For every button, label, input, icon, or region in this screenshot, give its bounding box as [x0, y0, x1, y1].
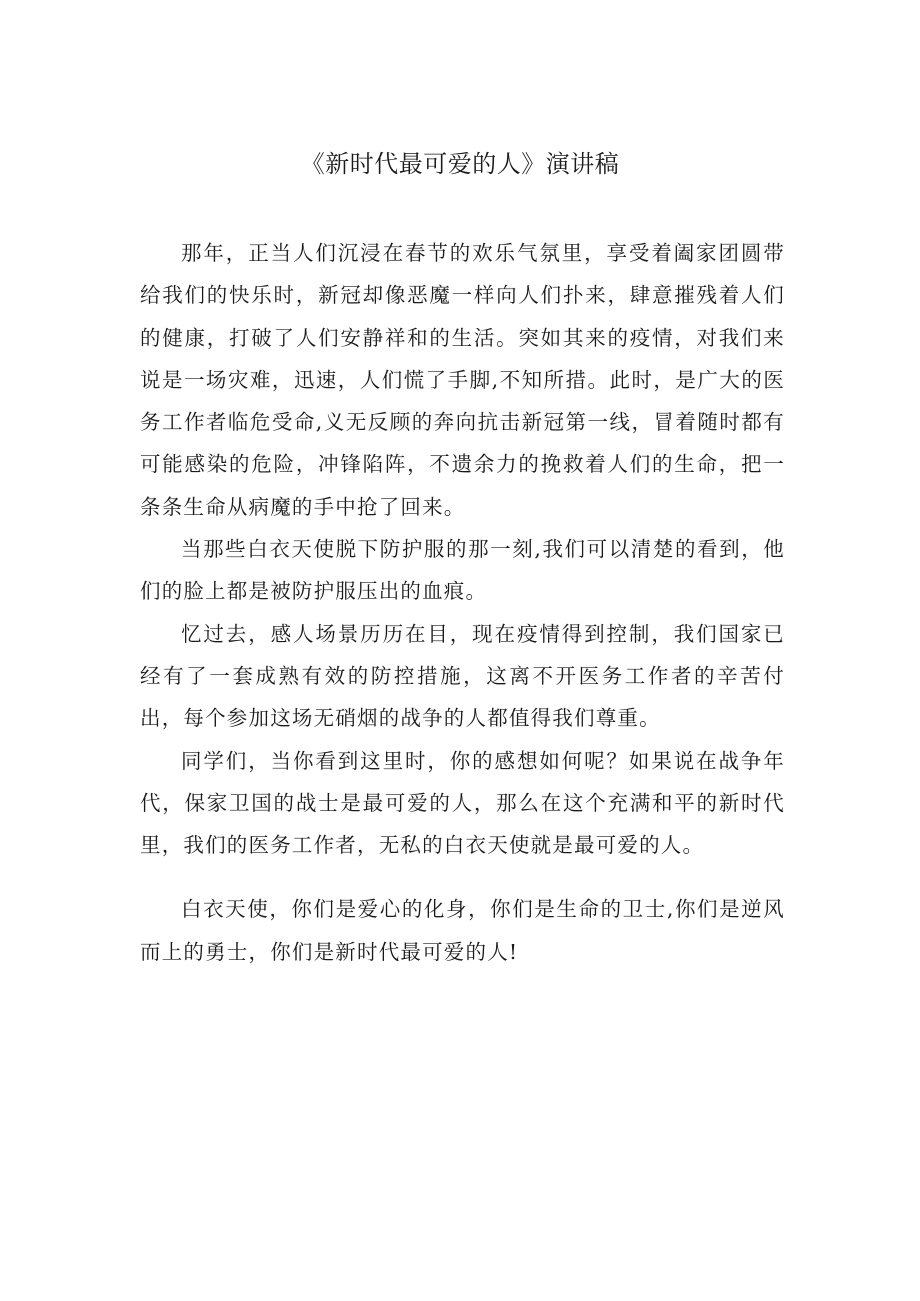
paragraph-2: 当那些白衣天使脱下防护服的那一刻,我们可以清楚的看到，他们的脸上都是被防护服压出的血痕。: [140, 537, 785, 604]
document-body: [140, 232, 785, 973]
paragraph-4: 同学们，当你看到这里时，你的感想如何呢？如果说在战争年代，保家卫国的战士是最可爱的人，那么在这个充满和平的新时代里，我们的医务工作者，无私的白衣天使就是最可爱的人。: [140, 748, 785, 858]
paragraph-5: 白衣天使，你们是爱心的化身，你们是生命的卫士,你们是逆风而上的勇士，你们是新时代最可爱的人!: [140, 897, 785, 964]
paragraph-3: 忆过去，感人场景历历在目，现在疫情得到控制，我们国家已经有了一套成熟有效的防控措施，这离不开医务工作者的辛苦付出，每个参加这场无硝烟的战争的人都值得我们尊重。: [140, 621, 785, 731]
document-title: 《新时代最可爱的人》演讲稿: [300, 150, 620, 178]
paragraph-1: 那年，正当人们沉浸在春节的欢乐气氛里，享受着阖家团圆带给我们的快乐时，新冠却像恶魔一样向人们扑来，肆意摧残着人们的健康，打破了人们安静祥和的生活。突如其来的疫情，对我们来说是一场灾难，迅速，人们慌了手脚,不知所措。此时，是广大的医务工作者临危受命,义无反顾的奔向抗击新冠第一线，冒着随时都有可能感染的危险，冲锋陷阵，不遗余力的挽救着人们的生命，把一条条生命从病魔的手中抢了回来。: [140, 241, 785, 519]
